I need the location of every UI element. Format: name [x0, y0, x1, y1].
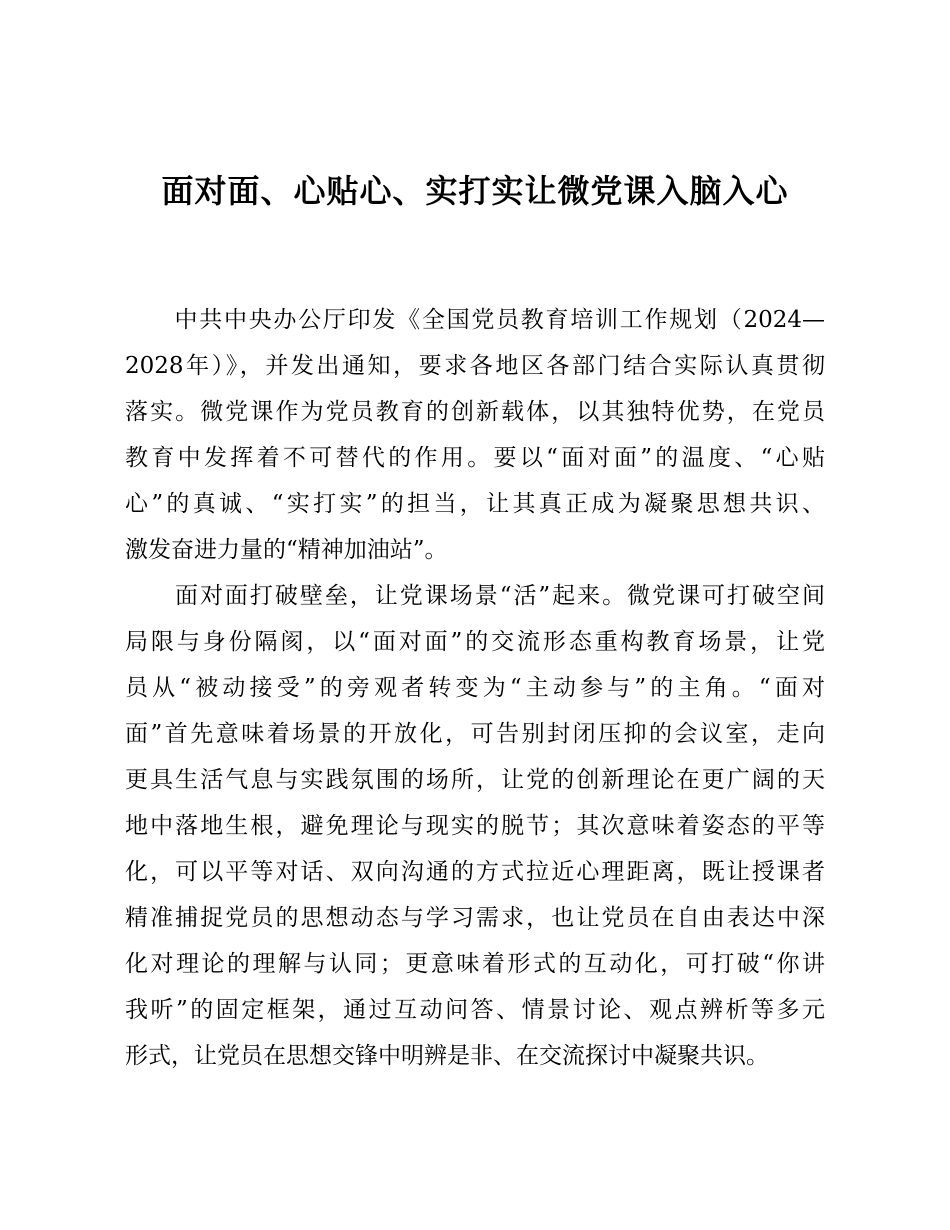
document-title: 面对面、心贴心、实打实让微党课入脑入心	[161, 172, 789, 210]
paragraph-line: 更具生活气息与实践氛围的场所，让党的创新理论在更广阔的天	[125, 767, 825, 793]
paragraph-line: 激发奋进力量的“精神加油站”。	[125, 537, 448, 563]
paragraph-line: 地中落地生根，避免理论与现实的脱节；其次意味着姿态的平等	[125, 813, 825, 839]
paragraph-line: 面”首先意味着场景的开放化，可告别封闭压抑的会议室，走向	[125, 721, 825, 747]
paragraph-line: 心”的真诚、“实打实”的担当，让其真正成为凝聚思想共识、	[125, 491, 825, 517]
paragraph-line: 落实。微党课作为党员教育的创新载体，以其独特优势，在党员	[125, 399, 825, 425]
paragraph-line: 2028年）》，并发出通知，要求各地区各部门结合实际认真贯彻	[125, 353, 825, 379]
paragraph-line: 员从“被动接受”的旁观者转变为“主动参与”的主角。“面对	[125, 675, 825, 701]
paragraph-line: 局限与身份隔阂，以“面对面”的交流形态重构教育场景，让党	[125, 629, 825, 655]
document-body	[125, 297, 825, 1079]
paragraph-1	[125, 297, 825, 573]
paragraph-line: 精准捕捉党员的思想动态与学习需求，也让党员在自由表达中深	[125, 905, 825, 931]
paragraph-line: 我听”的固定框架，通过互动问答、情景讨论、观点辨析等多元	[125, 997, 825, 1023]
paragraph-2	[125, 573, 825, 1079]
paragraph-line: 形式，让党员在思想交锋中明辨是非、在交流探讨中凝聚共识。	[125, 1043, 769, 1069]
paragraph-line: 化，可以平等对话、双向沟通的方式拉近心理距离，既让授课者	[125, 859, 825, 885]
paragraph-line: 中共中央办公厅印发《全国党员教育培训工作规划（2024—	[125, 307, 825, 333]
paragraph-line: 教育中发挥着不可替代的作用。要以“面对面”的温度、“心贴	[125, 445, 825, 471]
paragraph-line: 化对理论的理解与认同；更意味着形式的互动化，可打破“你讲	[125, 951, 825, 977]
paragraph-line: 面对面打破壁垒，让党课场景“活”起来。微党课可打破空间	[125, 583, 825, 609]
